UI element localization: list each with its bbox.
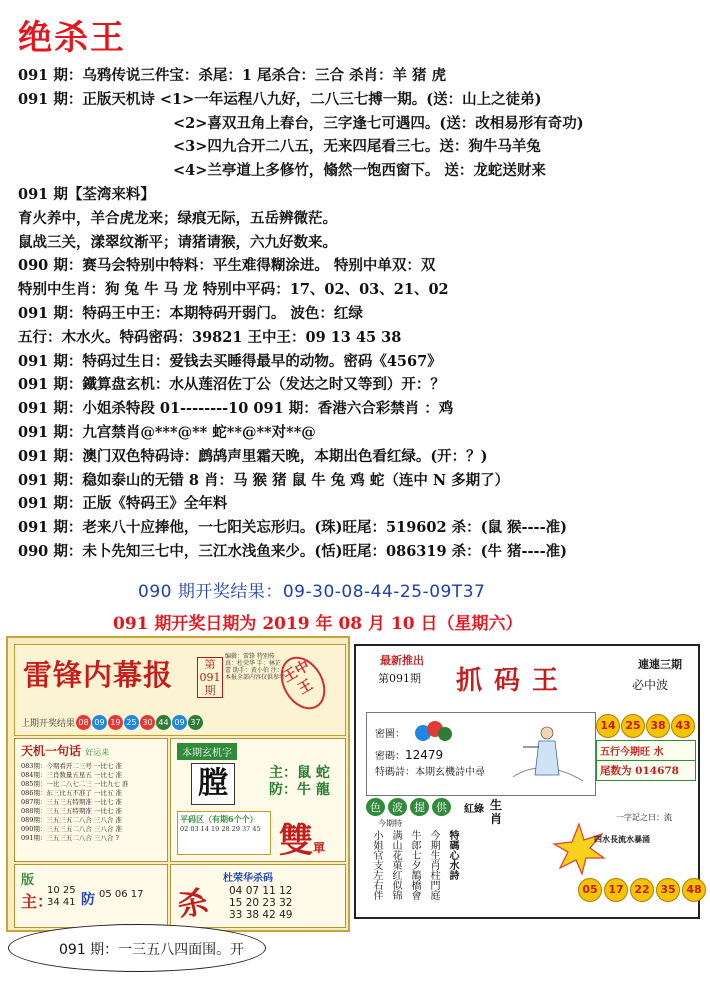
line-2: 091 期：正版天机诗 <1>一年运程八九好，二八三七搏一期。(送：山上之徒弟) — [18, 90, 542, 108]
ball: 14 — [596, 714, 620, 738]
zhu-label: 主： — [21, 892, 54, 911]
line-9: 090 期：赛马会特别中特料：平生难得糊涂进。 特别中单双：双 — [18, 257, 436, 275]
line-3: <2>喜双丑角上春台，三字逢七可遇四。(送：改相易形有奇功) — [173, 114, 584, 132]
ball: 09 — [172, 715, 187, 730]
shama-box — [170, 864, 346, 928]
tianji-row: 088期：三五三五特期准 一比七 准 — [21, 807, 123, 815]
ban-label: 版 — [21, 873, 35, 888]
zhu-nums: 10 25 34 41 — [47, 885, 76, 908]
ball: 25 — [621, 714, 645, 738]
leifeng-poster — [6, 636, 350, 932]
mitu-label: 密圖： — [375, 729, 405, 740]
hong-lv: 紅綠 — [464, 804, 484, 815]
sishui-line: 四水長流水暴涌 — [594, 834, 650, 844]
starburst-icon — [552, 822, 606, 876]
lianzhong-label: 連連三期 — [638, 658, 682, 671]
wuxing-line: 五行今期旺 水 — [597, 741, 695, 761]
fang-line: 防：牛 龍 — [269, 782, 330, 798]
bubble-text: 091 期：一三五八四面围。开 — [59, 942, 245, 958]
wuxing-box — [596, 740, 696, 781]
mima-value: 12479 — [405, 748, 444, 762]
top-balls — [596, 714, 695, 738]
last-result-row — [21, 713, 203, 731]
page-title: 绝杀王 — [18, 18, 126, 58]
line-18: 091 期：稳如泰山的无错 8 肖：马 猴 猪 鼠 牛 兔 鸡 蛇（连中 N 多期了） — [18, 471, 510, 489]
zhuama-title: 抓码王 — [456, 666, 571, 696]
ball: 22 — [630, 878, 654, 902]
sebo-tag: 提 — [410, 798, 429, 816]
xuanji-box — [170, 738, 346, 862]
pingma-nums: 02 03 14 19 28 29 37 45 — [180, 825, 261, 833]
ball: 37 — [188, 715, 203, 730]
big-char: 膛 — [191, 763, 235, 805]
tianji-row: 086期：东三比五不准了 一比五 准 — [21, 789, 123, 797]
line-5: <4>兰亭道上多修竹，翛然一饱西窗下。 送：龙蛇送财来 — [173, 162, 546, 180]
tianji-title: 天机一句话 好运来 — [21, 744, 110, 758]
line-12: 五行：木水火。特码密码：39821 王中王：09 13 45 38 — [18, 328, 402, 346]
line-21: 090 期：未卜先知三七中，三江水浅鱼来少。(恬)旺尾：086319 杀：(牛 猪----准) — [18, 542, 567, 560]
scholar-figure-icon — [503, 717, 591, 791]
pingma-title: 平码区（有期6个个） — [180, 814, 258, 824]
tianji-sub: 好运来 — [85, 748, 110, 757]
line-13: 091 期：特码过生日：爱钱去买睡得最早的动物。密码《4567》 — [18, 352, 442, 370]
ball: 30 — [140, 715, 155, 730]
line-4: <3>四九合开二八五，无来四尾看三七。送：狗牛马羊兔 — [173, 138, 541, 156]
tianji-box — [14, 738, 168, 862]
ball: 35 — [656, 878, 680, 902]
poem-columns — [370, 830, 459, 900]
prediction-lines — [18, 64, 698, 564]
wang-stamp: 王中王 — [272, 649, 335, 717]
tianji-row: 090期：三五三五二八合 三八合 准 — [21, 825, 123, 833]
ball: 44 — [156, 715, 171, 730]
poster-info: 编辑：雷锋 特别传真：杜荣华 手：林芷蕾 助手：黄小伯 注：本报全部内容仅供参考 — [225, 653, 286, 681]
ball: 25 — [124, 715, 139, 730]
draw-date: 091 期开奖日期为 2019 年 08 月 10 日（星期六） — [113, 614, 523, 634]
shengxiao-label: 生肖 — [490, 798, 503, 826]
result-numbers: 09-30-08-44-25-09T37 — [282, 582, 486, 602]
tianji-row: 084期：三肖数量五星五 一比七 准 — [21, 771, 123, 779]
benqi-tag: 本期玄机字 — [177, 743, 237, 760]
ball: 08 — [76, 715, 91, 730]
line-10: 特别中生肖：狗 兔 牛 马 龙 特别中平码：17、02、03、21、02 — [18, 281, 449, 299]
mima-box — [366, 712, 596, 796]
weishu-line: 尾数为 014678 — [600, 765, 679, 777]
speech-bubble — [8, 924, 266, 972]
yizi-line: 一字記之曰：流 — [616, 813, 672, 822]
ball: 19 — [108, 715, 123, 730]
line-17: 091 期：澳门双色特码诗：鹧鸪声里霜天晚，本期出色看红绿。(开：？) — [18, 447, 488, 465]
line-20: 091 期：老来八十应捧他，一七阳关忘形归。(珠)旺尾：519602 杀：(鼠 猴----准) — [18, 519, 567, 537]
shama-nums: 04 07 11 12 15 20 23 32 33 38 42 49 — [229, 885, 293, 921]
poster-issue: 第091期 — [197, 657, 223, 698]
fang-nums: 05 06 17 — [99, 889, 144, 900]
line-14: 091 期：鐵算盘玄机：水从莲沼佐丁公（发达之时又等到）开：？ — [18, 376, 445, 394]
shuang-sub: 單 — [313, 841, 326, 855]
shama-title: 杜荣华杀码 — [223, 873, 273, 884]
result-label: 090 期开奖结果： — [138, 582, 283, 602]
tianji-row: 087期：三五三五特期准 一比七 准 — [21, 798, 123, 806]
line-19: 091 期：正版《特码王》全年料 — [18, 495, 228, 513]
last-result-label: 上期开奖结果 — [21, 718, 76, 729]
mima-line: 密碼：12479 — [375, 748, 444, 762]
tianji-row: 089期：三五三五二八合 三八合 准 — [21, 816, 123, 824]
poem-col: 小姐官支左右伴 — [371, 830, 382, 900]
shuang-char: 雙單 — [279, 821, 326, 861]
line-16: 091 期：九宫禁肖@***@** 蛇**@**对**@ — [18, 423, 316, 441]
ball: 17 — [604, 878, 628, 902]
tianji-row: 091期：三五三五二八合 三八合 ? — [21, 834, 120, 842]
sebo-tag: 波 — [388, 798, 407, 816]
sebo-tag: 色 — [366, 798, 385, 816]
line-15: 091 期：小姐杀特段 01--------10 091 期：香港六合彩禁肖 ：鸡 — [18, 400, 454, 418]
ball: 09 — [92, 715, 107, 730]
new-label: 最新推出 — [380, 654, 424, 667]
sebo-tag: 供 — [432, 798, 451, 816]
jinqi-label: 今期特 — [378, 819, 402, 828]
ball: 48 — [682, 878, 706, 902]
poster-header — [14, 644, 346, 736]
zhu-fang — [269, 765, 330, 799]
sha-char: 杀 — [174, 884, 212, 925]
poem-col: 特碼心水詩 — [447, 830, 458, 880]
zhufang-box — [14, 864, 168, 928]
line-1: 091 期：乌鸦传说三件宝：杀尾：1 尾杀合：三合 杀肖：羊 猪 虎 — [18, 67, 447, 84]
fang-label: 防 — [81, 892, 95, 908]
line-11: 091 期：特码王中王：本期特码开弱门。 波色：红绿 — [18, 304, 363, 322]
tianji-row: 083期：今期看开二三号 一比七 准 — [21, 762, 123, 770]
pingma-box — [177, 811, 271, 855]
poem-col: 今期生肖柱門庭 — [428, 830, 439, 900]
line-8: 鼠战三关，漾翠纹渐平；请猪请猴，六九好数来。 — [18, 233, 337, 251]
zhu-line: 主：鼠 蛇 — [269, 765, 330, 781]
poem-col: 满山花菓红似锦 — [390, 830, 401, 900]
ball: 05 — [578, 878, 602, 902]
bottom-balls — [578, 878, 706, 902]
issue-label: 第091期 — [378, 672, 421, 685]
temashi-line: 特碼詩：本期玄機詩中尋 — [375, 767, 485, 778]
tianji-row: 085期：一比二八七二三 一比九七 准 — [21, 780, 129, 788]
zhuama-poster — [354, 644, 700, 919]
mitu-balls-icon — [413, 719, 453, 743]
line-7: 育火养中，羊合虎龙来；绿痕无际，五岳辨微茫。 — [18, 209, 337, 227]
draw-result — [138, 577, 485, 602]
poster-title: 雷锋内幕报 — [23, 658, 174, 692]
ball: 38 — [646, 714, 670, 738]
sebo-tags — [366, 798, 451, 816]
line-6: 091 期【荃湾来料】 — [18, 185, 155, 203]
poem-col: 牛郎七夕鵲橋會 — [409, 830, 420, 900]
ball: 43 — [671, 714, 695, 738]
bizhong-label: 必中波 — [632, 678, 669, 692]
